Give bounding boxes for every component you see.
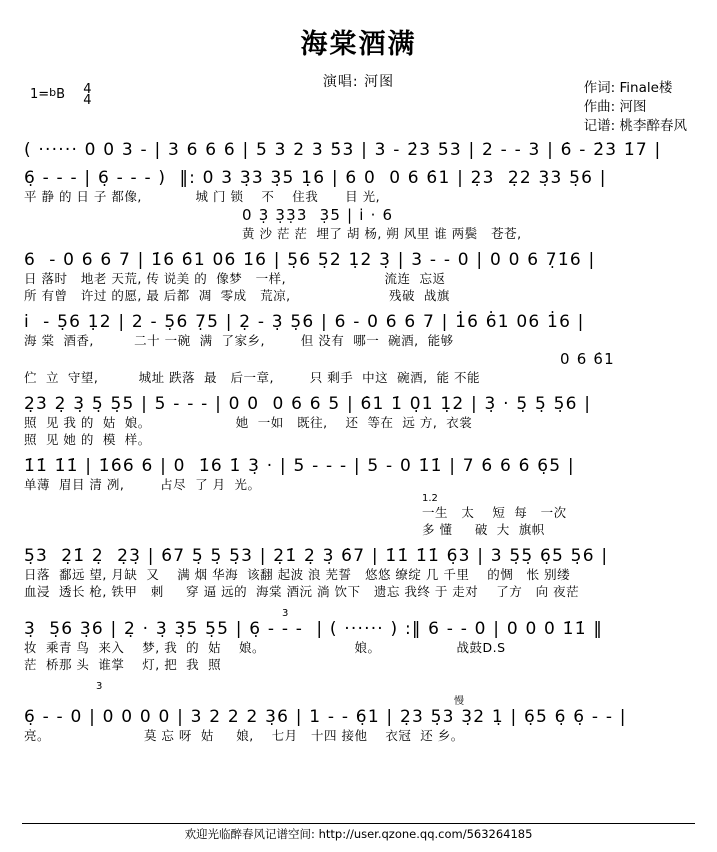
tempo-mark: 慢 — [454, 696, 464, 707]
page-title: 海棠酒满 — [300, 29, 417, 60]
singer-credit: 演唱: 河图 — [322, 74, 395, 90]
note-row: 6 - 0 6 6 7 | 1̇6 6̇1 06 1̇6 | 5̣6 5̣2 1̣2 3̣ | 3 - - 0 | 0 0 6 7̣1̇6 | — [24, 250, 596, 270]
note-row: ( ······ 0 0 3 - | 3 6 6 6 | 5 3 2 3 5̇3 | 3 - 2̇3 5̇3 | 2 - - 3 | 6̇ - 2̇3 1̇7 | — [24, 140, 662, 160]
credit-composer: 作曲: 河图 — [583, 99, 647, 115]
time-signature-numerator: 4 — [83, 82, 92, 97]
footer-divider — [22, 823, 695, 824]
lyric-row: 黄 沙 茫 茫 埋了 胡 杨, 朔 风里 谁 两鬓 苍苍, — [242, 226, 522, 241]
score-line-3 — [0, 250, 717, 304]
time-signature-denominator: 4 — [83, 93, 92, 108]
credit-transcriber: 记谱: 桃李醉春风 — [583, 118, 687, 134]
music-body — [0, 140, 717, 752]
note-row-extra: 0 6 6̇1 — [560, 350, 615, 368]
lyric-row: 单薄 眉目 清 冽, 占尽 了 月 光。 — [24, 477, 261, 492]
note-row: 2̣3 2̣ 3̣ 5̣ 5̣5 | 5 - - - | 0 0 0 6 6 5 | 6̇1 1̇ 0̣1 1̣2 | 3̣ · 5̣ 5̣ 5̣6 | — [24, 394, 592, 414]
score-line-8 — [0, 608, 717, 673]
score-line-9 — [0, 681, 717, 744]
credits-block — [584, 79, 687, 136]
lyric-row: 海 棠 酒香, 二十 一碗 满 了家乡, 但 没有 哪一 碗酒, 能够 — [24, 333, 454, 348]
note-row: 6̣ - - 0 | 0 0 0 0 | 3 2 2 2 3̣6 | 1 - - 6̣1 | 2̣3 5̣3 3̣2 1̣ | 6̣5 6̣ 6̣ - - | — [24, 707, 627, 727]
volta-marking: 1.2 — [422, 493, 438, 504]
lyric-row: 日落 鄱远 望, 月缺 又 满 烟 华海 该翻 起波 浪 芜誓 悠悠 缭绽 几 千里 的惆 怅 别缕 — [24, 567, 571, 582]
lyric-row-2: 伫 立 守望, 城址 跌落 最 后一章, 只 剩手 中这 碗酒, 能 不能 — [24, 370, 480, 385]
score-line-4 — [0, 312, 717, 386]
lyric-row-2: 多 懂 破 大 旗帜 — [422, 522, 545, 537]
note-row: 3̣ 5̣6 3̣6 | 2̣ · 3̣ 3̣5 5̣5 | 6̣ - - - | ( ······ ) :‖ 6 - - 0 | 0 0 0 1̇1̇ ‖ — [24, 619, 604, 639]
score-line-2 — [0, 168, 717, 242]
lyric-row-2: 血浸 透长 枪, 铁甲 刺 穿 逼 远的 海棠 酒沅 淌 饮下 遗忘 我终 于 走对 了方 向 夜茫 — [24, 584, 580, 599]
lyric-row: 日 落时 地老 天荒, 传 说美 的 像梦 一样, 流连 忘返 — [24, 271, 446, 286]
footer-note: 欢迎光临醉春风记谱空间: http://user.qzone.qq.com/563264185 — [184, 827, 533, 841]
score-line-7 — [0, 546, 717, 600]
lyric-row: 亮。 莫 忘 呀 姑 娘, 七月 十四 接他 衣冠 还 乡。 — [24, 728, 464, 743]
lyric-row-2: 所 有曾 许过 的愿, 最 后都 凋 零成 荒凉, 残破 战旗 — [24, 288, 450, 303]
lyric-row: 照 见 我 的 姑 娘。 她 一如 既往, 还 等在 远 方, 衣裳 — [24, 415, 473, 430]
key-flat-symbol: b — [49, 86, 57, 99]
score-line-1 — [0, 140, 717, 160]
lyric-row: 妆 乘青 鸟 来入 梦, 我 的 姑 娘。 娘。 战鼓D.S — [24, 640, 506, 655]
sheet-music-page — [0, 22, 717, 852]
lyric-row-2: 照 见 她 的 模 样。 — [24, 432, 151, 447]
score-line-5 — [0, 394, 717, 448]
lyric-row-2: 茫 桥那 头 谁掌 灯, 把 我 照 — [24, 657, 222, 672]
time-signature — [83, 84, 91, 106]
note-row: i - 5̣6 1̣2 | 2 - 5̣6 7̣5 | 2̣ - 3̣ 5̣6 | 6 - 0 6 6 7 | 1̇6 6̇1 06 1̇6 | — [24, 312, 585, 332]
lyric-row: 一生 太 短 每 一次 — [422, 505, 567, 520]
note-row: 0 3̣ 3̣3̣3 3̣5 | i · 6 — [242, 206, 394, 224]
key-letter: B — [56, 87, 66, 102]
key-label: 1= — [30, 87, 50, 102]
credit-lyricist: 作词: Finale楼 — [583, 80, 673, 96]
key-signature — [30, 84, 92, 106]
note-row: 1̇1̇ 1̇1̇ | 1̇6̇6 6 | 0 1̇6 1̇ 3̣ · | 5 - - - | 5 - 0 1̇1̇ | 7 6̇ 6 6̇ 6̣5 | — [24, 456, 575, 476]
triplet-mark: 3 — [96, 681, 103, 692]
note-row: 5̣3 2̣1̇ 2̣ 2̣3̣ | 6̇7 5̣ 5̣ 5̣3 | 2̣1̇ 2̣ 3̣ 6̇7 | 1̇1̇ 1̇1̇ 6̣3 | 3 5̣5̣ 6̣5 5̣6 | — [24, 546, 609, 566]
score-line-6 — [0, 456, 717, 538]
lyric-row: 平 静 的 日 子 都像, 城 门 锁 不 住我 目 光, — [24, 189, 381, 204]
note-row: 6̣ - - - | 6̣ - - - ) ‖: 0 3 3̣3 3̣5 1̣6 | 6 0 0 6 6̇1 | 2̣3 2̣2 3̣3 5̣6 | — [24, 168, 607, 188]
triplet-mark: 3 — [282, 608, 289, 619]
